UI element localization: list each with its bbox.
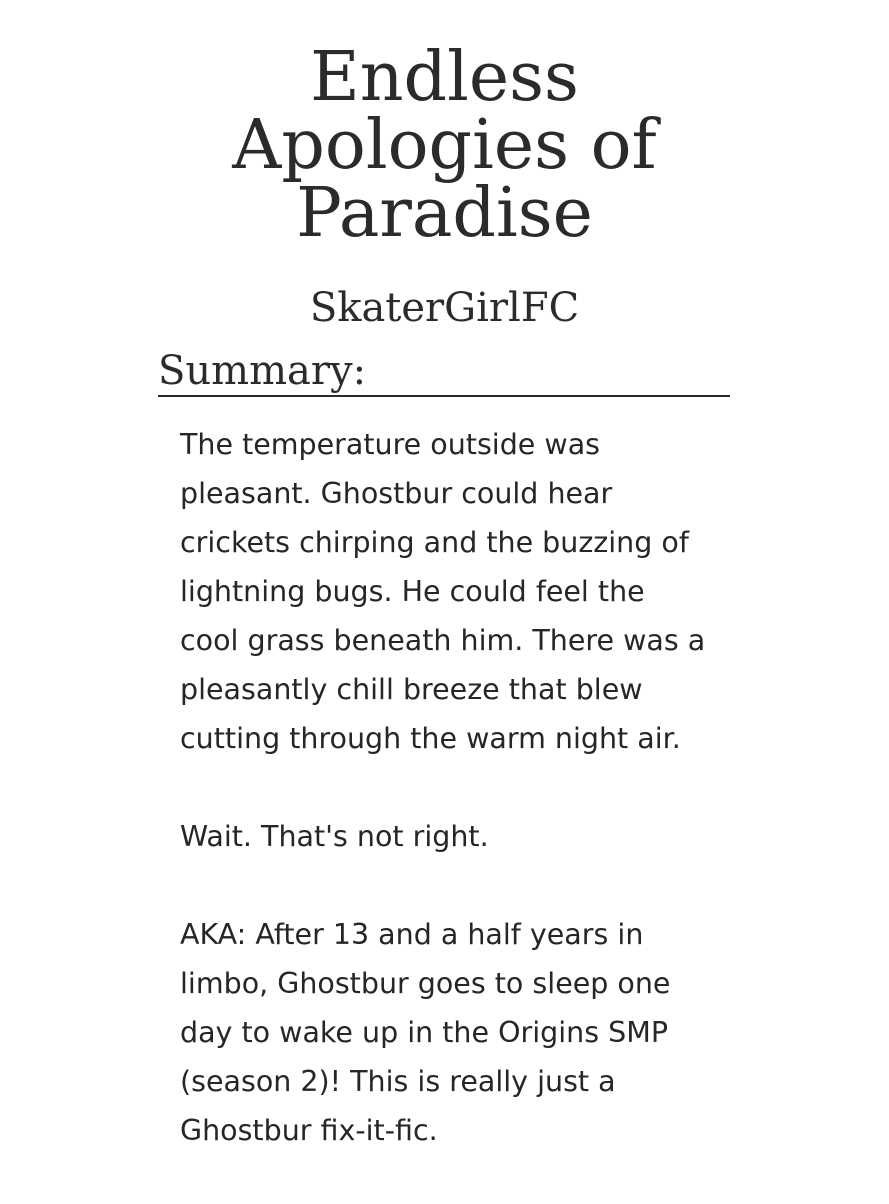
work-title-line-3: Paradise	[296, 174, 593, 253]
work-title-line-1: Endless	[310, 38, 579, 117]
summary-heading: Summary:	[158, 348, 730, 397]
work-title	[0, 38, 889, 253]
summary-body	[180, 420, 710, 1204]
author-name[interactable]: SkaterGirlFC	[309, 285, 580, 331]
work-title-line-2: Apologies of	[232, 106, 657, 185]
summary-paragraph: Wait. That's not right.	[180, 820, 489, 853]
summary-paragraph: AKA: After 13 and a half years in limbo, Ghostbur goes to sleep one day to wake up in the Origins SMP (season 2)! This is really just a Ghostbur fix-it-fic.	[180, 918, 671, 1147]
summary-paragraph: The temperature outside was pleasant. Ghostbur could hear crickets chirping and the buzzing of lightning bugs. He could feel the cool grass beneath him. There was a pleasantly chill breeze that blew cutting through the warm night air.	[180, 428, 706, 755]
